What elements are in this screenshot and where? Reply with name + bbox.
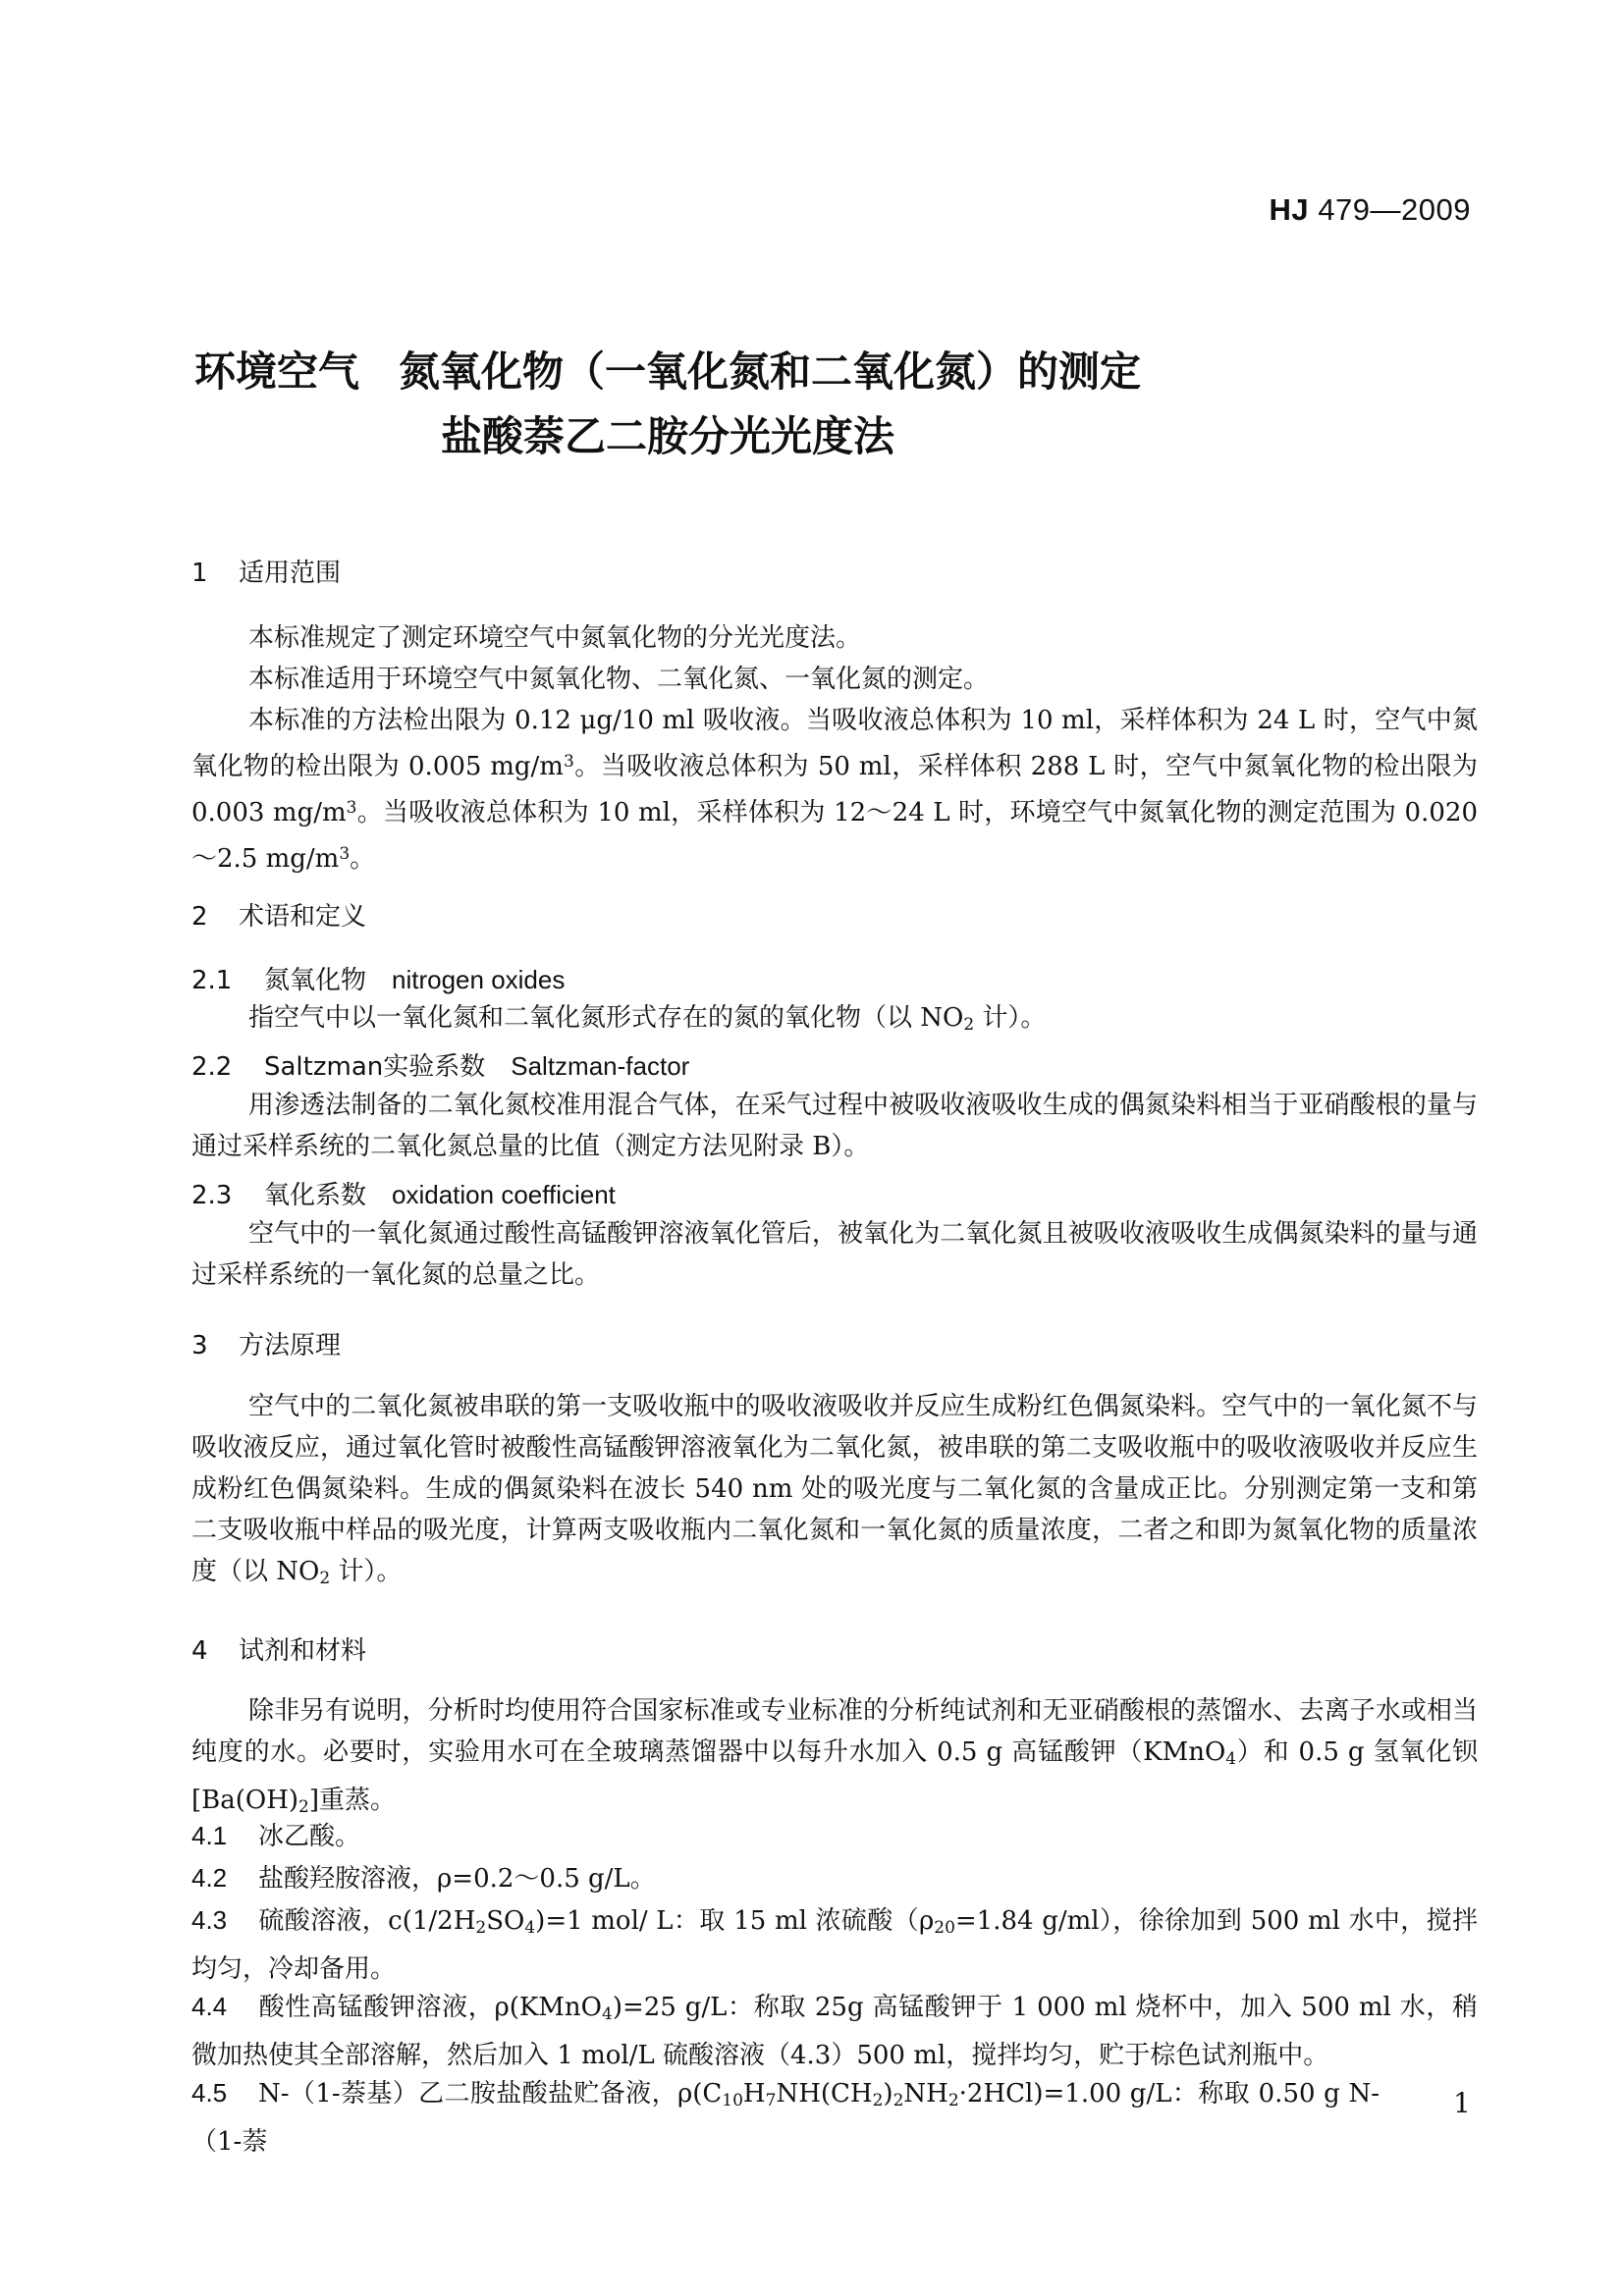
term-number: 2.1 xyxy=(191,966,233,995)
standard-code xyxy=(1270,192,1471,228)
item-4-2 xyxy=(191,1857,1478,1899)
title-line-2: 盐酸萘乙二胺分光光度法 xyxy=(440,412,894,460)
section-title: 适用范围 xyxy=(239,559,342,588)
subscript: 4 xyxy=(1225,1749,1237,1769)
superscript: 3 xyxy=(346,798,357,818)
subscript: 7 xyxy=(765,2091,777,2110)
subscript: 4 xyxy=(524,1918,536,1938)
subscript: 2 xyxy=(319,1569,331,1588)
section-1-paragraph-3 xyxy=(191,700,1478,880)
term-number: 2.3 xyxy=(191,1181,233,1210)
term-2-2-definition: 用渗透法制备的二氧化氮校准用混合气体，在采气过程中被吸收液吸收生成的偶氮染料相当于亚硝酸根的量与通过采样系统的二氧化氮总量的比值（测定方法见附录 B）。 xyxy=(191,1091,1478,1161)
subscript: 2 xyxy=(475,1918,487,1938)
item-4-1 xyxy=(191,1815,1478,1857)
standard-number: 479—2009 xyxy=(1318,192,1471,227)
text-run: 空气中的二氧化氮被串联的第一支吸收瓶中的吸收液吸收并反应生成粉红色偶氮染料。空气中的一氧化氮不与吸收液反应，通过氧化管时被酸性高锰酸钾溶液氧化为二氧化氮，被串联的第二支吸收瓶中的吸收液吸收并反应生成粉红色偶氮染料。生成的偶氮染料在波长 540 nm 处的吸光度与二氧化氮的含量成正比。分别测定第一支和第二支吸收瓶中样品的吸光度，计算两支吸收瓶内二氧化氮和一氧化氮的质量浓度，二者之和即为氮氧化物的质量浓度（以 NO xyxy=(191,1392,1478,1586)
superscript: 3 xyxy=(339,844,351,864)
text-run: ) xyxy=(883,2079,893,2109)
term-zh: 氮氧化物 xyxy=(264,966,367,995)
term-2-2-heading xyxy=(191,1046,689,1083)
standard-prefix: HJ xyxy=(1269,192,1310,227)
text-run: =1.84 g/ml），徐徐加到 500 ml 水中，搅拌均匀，冷却备用。 xyxy=(191,1906,1478,1984)
superscript: 3 xyxy=(563,752,574,772)
item-number: 4.4 xyxy=(191,1992,228,2021)
document-title xyxy=(0,340,1335,469)
text-run: )=1 mol/ L：取 15 ml 浓硫酸（ρ xyxy=(535,1906,935,1936)
subscript: 2 xyxy=(963,1015,975,1035)
subscript: 10 xyxy=(722,2091,743,2110)
subscript: 20 xyxy=(934,1918,955,1938)
text-run: )=25 g/L：称取 25g 高锰酸钾于 1 000 ml 烧杯中，加入 500 ml 水，稍微加热使其全部溶解，然后加入 1 mol/L 硫酸溶液（4.3）500 ml，搅拌均匀，贮于棕色试剂瓶中。 xyxy=(191,1993,1478,2070)
section-1-heading xyxy=(191,553,341,589)
section-number: 4 xyxy=(191,1636,208,1666)
term-number: 2.2 xyxy=(191,1052,233,1082)
term-zh: 氧化系数 xyxy=(264,1181,367,1210)
text-run: H xyxy=(742,2079,766,2109)
text-run: 计）。 xyxy=(330,1557,403,1586)
term-2-1-definition xyxy=(191,997,1478,1045)
subscript: 2 xyxy=(298,1797,309,1817)
page-number: 1 xyxy=(1453,2087,1471,2119)
subscript: 2 xyxy=(872,2091,884,2110)
section-number: 3 xyxy=(191,1331,208,1361)
subscript: 2 xyxy=(893,2091,904,2110)
section-1-paragraph-1: 本标准规定了测定环境空气中氮氧化物的分光光度法。 xyxy=(248,623,862,653)
text-run: 。当吸收液总体积为 10 ml，采样体积为 12～24 L 时，环境空气中氮氧化物的测定范围为 0.020～2.5 mg/m xyxy=(191,798,1478,874)
term-2-3-definition: 空气中的一氧化氮通过酸性高锰酸钾溶液氧化管后，被氧化为二氧化氮且被吸收液吸收生成偶氮染料的量与通过采样系统的一氧化氮的总量之比。 xyxy=(191,1219,1478,1290)
item-number: 4.5 xyxy=(191,2078,228,2108)
text-run: 除非另有说明，分析时均使用符合国家标准或专业标准的分析纯试剂和无亚硝酸根的蒸馏水、去离子水或相当纯度的水。必要时，实验用水可在全玻璃蒸馏器中以每升水加入 0.5 g 高锰酸钾（KMnO xyxy=(191,1696,1478,1767)
text-run: 计）。 xyxy=(974,1003,1047,1033)
section-3-heading xyxy=(191,1325,341,1362)
text-run: SO xyxy=(486,1906,525,1936)
text-run: 酸性高锰酸钾溶液，ρ(KMnO xyxy=(258,1993,602,2022)
text-run: ·2HCl)=1.00 g/L：称取 0.50 g N-（1-萘 xyxy=(191,2079,1380,2157)
item-number: 4.1 xyxy=(191,1821,228,1850)
item-number: 4.2 xyxy=(191,1863,228,1893)
term-en: Saltzman-factor xyxy=(511,1051,690,1081)
term-zh: Saltzman实验系数 xyxy=(264,1052,486,1082)
section-4-paragraph xyxy=(191,1690,1478,1828)
term-2-3-heading xyxy=(191,1175,616,1211)
text-run: N-（1-萘基）乙二胺盐酸盐贮备液，ρ(C xyxy=(258,2079,723,2109)
text-run: 硫酸溶液，c(1/2H xyxy=(258,1906,476,1936)
section-title: 方法原理 xyxy=(239,1331,342,1361)
section-4-heading xyxy=(191,1630,366,1667)
text-run: 。当吸收液总体积为 50 ml，采样体积 288 L 时，空气中氮氧化物的检出限为 0.003 mg/m xyxy=(191,752,1478,828)
section-3-paragraph xyxy=(191,1386,1478,1599)
item-number: 4.3 xyxy=(191,1905,228,1935)
title-line-1-part-a: 环境空气 xyxy=(193,347,359,396)
subscript: 4 xyxy=(601,2004,613,2024)
item-text: 冰乙酸。 xyxy=(258,1822,361,1851)
text-run: NH(CH xyxy=(776,2079,873,2109)
text-run: 指空气中以一氧化氮和二氧化氮形式存在的氮的氧化物（以 NO xyxy=(248,1003,964,1033)
text-run: 本标准的方法检出限为 0.12 μg/10 ml 吸收液。当吸收液总体积为 10 ml，采样体积为 24 L 时，空气中氮氧化物的检出限为 0.005 mg/m xyxy=(191,706,1479,781)
text-run: NH xyxy=(903,2079,948,2109)
text-run: 。 xyxy=(350,844,376,874)
text-run: ]重蒸。 xyxy=(308,1786,397,1815)
section-number: 1 xyxy=(191,559,208,588)
item-4-3 xyxy=(191,1899,1478,1990)
text-run: ）和 0.5 g 氢氧化钡[Ba(OH) xyxy=(191,1737,1478,1815)
section-title: 术语和定义 xyxy=(239,902,367,932)
item-4-5 xyxy=(191,2072,1380,2163)
term-en: nitrogen oxides xyxy=(392,965,566,994)
subscript: 2 xyxy=(947,2091,959,2110)
title-line-1 xyxy=(0,340,1335,404)
section-2-heading xyxy=(191,896,366,933)
title-line-1-part-b: 氮氧化物（一氧化氮和二氧化氮）的测定 xyxy=(399,347,1142,396)
term-2-1-heading xyxy=(191,960,565,996)
section-number: 2 xyxy=(191,902,208,932)
section-1-paragraph-2: 本标准适用于环境空气中氮氧化物、二氧化氮、一氧化氮的测定。 xyxy=(248,665,990,694)
term-en: oxidation coefficient xyxy=(392,1180,616,1209)
item-text: 盐酸羟胺溶液，ρ=0.2～0.5 g/L。 xyxy=(258,1864,656,1894)
section-title: 试剂和材料 xyxy=(239,1636,367,1666)
item-4-4 xyxy=(191,1986,1478,2076)
